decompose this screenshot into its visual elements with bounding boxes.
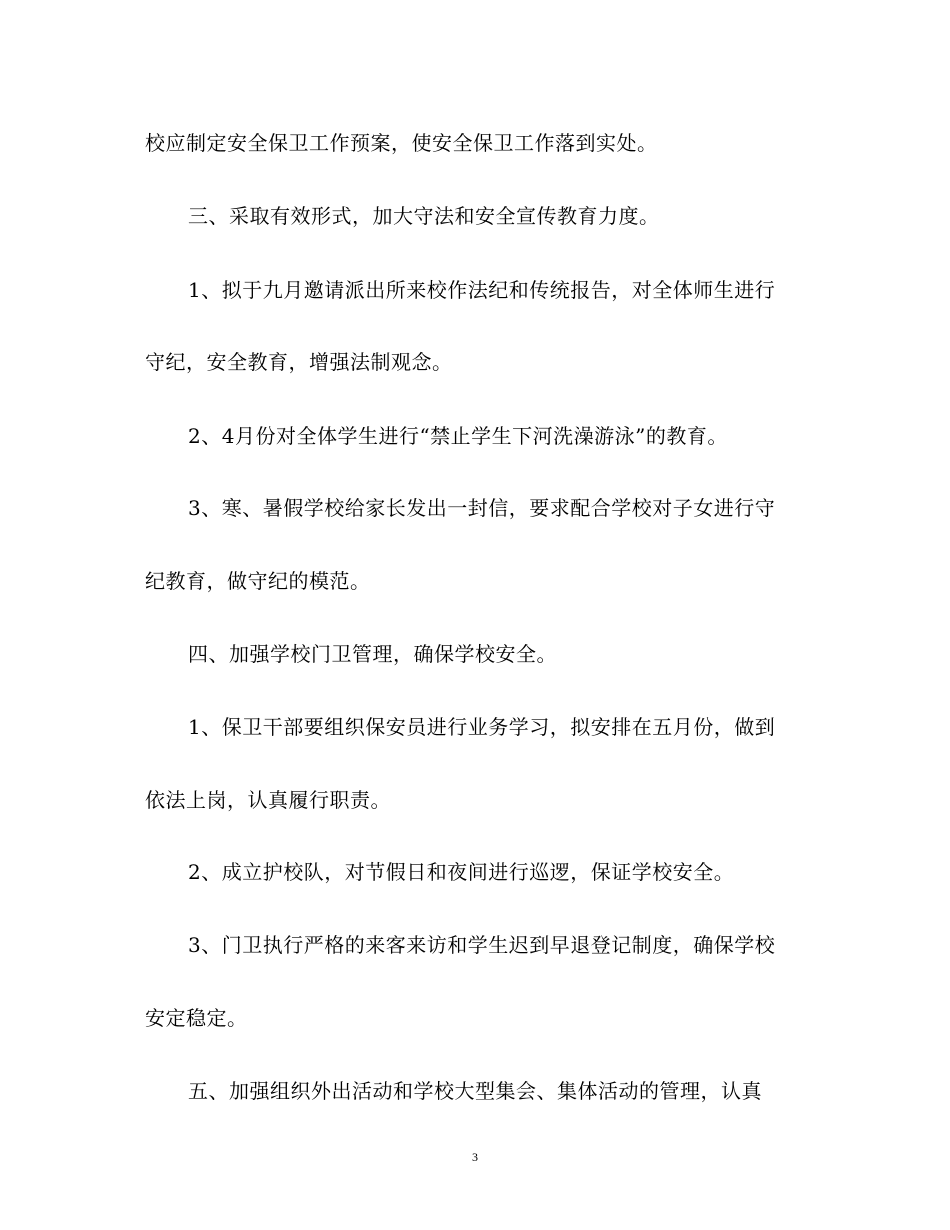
page-number: 3	[472, 1150, 478, 1164]
text-line: 安定稳定。	[145, 1006, 248, 1030]
text-line: 1、保卫干部要组织保安员进行业务学习，拟安排在五月份，做到	[188, 715, 776, 739]
section-heading: 五、加强组织外出活动和学校大型集会、集体活动的管理，认真	[188, 1079, 762, 1103]
text-line: 3、门卫执行严格的来客来访和学生迟到早退登记制度，确保学校	[188, 933, 776, 957]
section-heading: 三、采取有效形式，加大守法和安全宣传教育力度。	[188, 204, 660, 228]
text-line: 2、4月份对全体学生进行“禁止学生下河洗澡游泳”的教育。	[188, 424, 728, 448]
text-line: 依法上岗，认真履行职责。	[145, 788, 391, 812]
text-line: 1、拟于九月邀请派出所来校作法纪和传统报告，对全体师生进行	[188, 278, 776, 302]
text-line: 3、寒、暑假学校给家长发出一封信，要求配合学校对子女进行守	[188, 496, 776, 520]
text-line: 2、成立护校队，对节假日和夜间进行巡逻，保证学校安全。	[188, 860, 735, 884]
text-line: 守纪，安全教育，增强法制观念。	[145, 350, 453, 374]
section-heading: 四、加强学校门卫管理，确保学校安全。	[188, 642, 557, 666]
text-line: 纪教育，做守纪的模范。	[145, 569, 371, 593]
text-line: 校应制定安全保卫工作预案，使安全保卫工作落到实处。	[145, 131, 658, 155]
